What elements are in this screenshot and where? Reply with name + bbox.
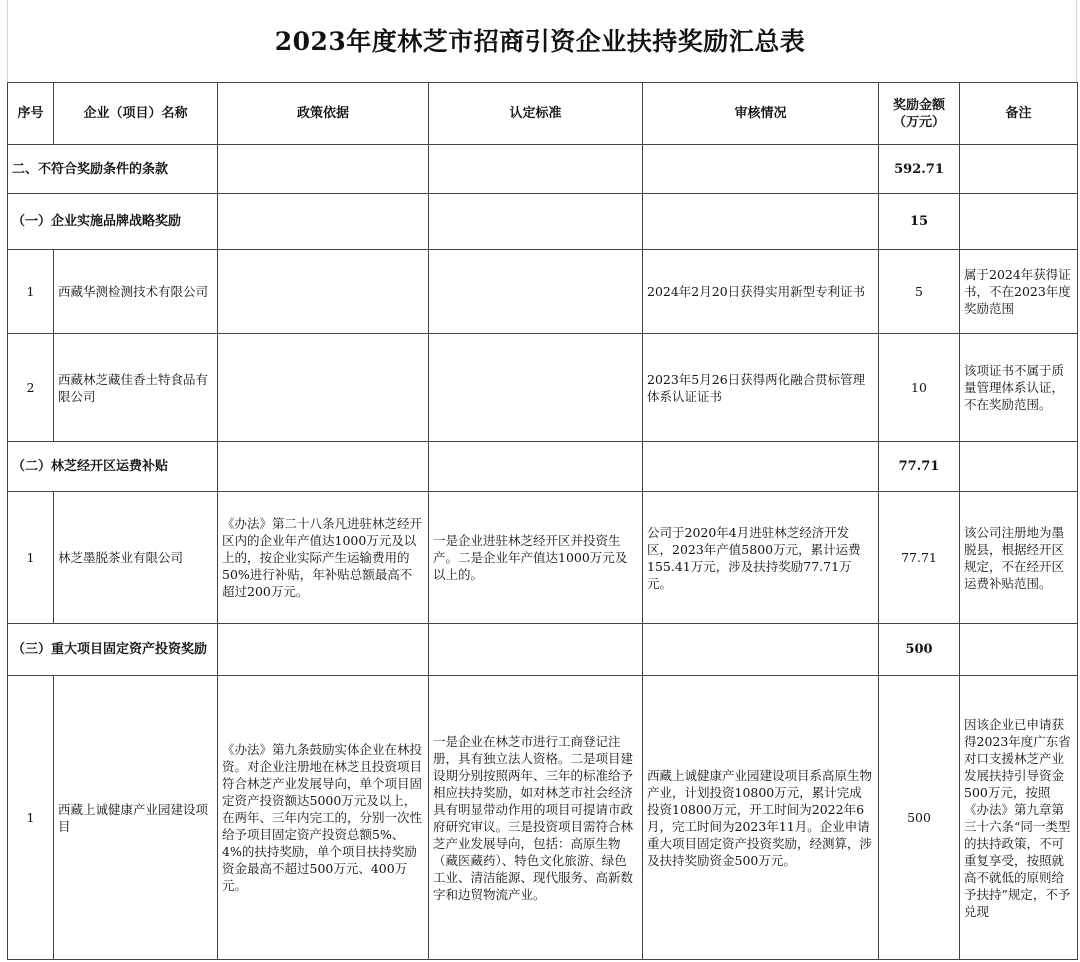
- section-label: 二、不符合奖励条件的条款: [8, 145, 218, 194]
- row-policy: [218, 334, 429, 442]
- subsection-label: （一）企业实施品牌战略奖励: [8, 194, 218, 250]
- row-policy: 《办法》第二十八条凡进驻林芝经开区内的企业年产值达1000万元及以上的，按企业实际产生运输费用的50%进行补贴，年补贴总额最高不超过200万元。: [218, 492, 429, 624]
- row-standard: [429, 334, 643, 442]
- cell-empty: [429, 194, 643, 250]
- section-amount: 592.71: [879, 145, 960, 194]
- header-row: [8, 83, 1078, 145]
- subsection-label: （三）重大项目固定资产投资奖励: [8, 624, 218, 676]
- row-review: 公司于2020年4月进驻林芝经济开发区，2023年产值5800万元，累计运费155.41万元，涉及扶持奖励77.71万元。: [643, 492, 879, 624]
- row-remark: 该项证书不属于质量管理体系认证，不在奖励范围。: [960, 334, 1078, 442]
- row-seq: 1: [8, 676, 54, 960]
- header-policy: 政策依据: [218, 83, 429, 145]
- subsection-label: （二）林芝经开区运费补贴: [8, 442, 218, 492]
- cell-empty: [643, 624, 879, 676]
- header-seq: 序号: [8, 83, 54, 145]
- cell-empty: [960, 624, 1078, 676]
- subsection-amount: 500: [879, 624, 960, 676]
- cell-empty: [429, 624, 643, 676]
- cell-empty: [218, 145, 429, 194]
- cell-empty: [643, 145, 879, 194]
- header-standard: 认定标准: [429, 83, 643, 145]
- table-row: [8, 676, 1078, 960]
- row-amount: 10: [879, 334, 960, 442]
- cell-empty: [960, 194, 1078, 250]
- row-review: 2024年2月20日获得实用新型专利证书: [643, 250, 879, 334]
- title-bar: [0, 0, 1080, 82]
- subsection-row: [8, 194, 1078, 250]
- subsection-amount: 77.71: [879, 442, 960, 492]
- cell-empty: [429, 442, 643, 492]
- row-remark: 因该企业已申请获得2023年度广东省对口支援林芝产业发展扶持引导资金500万元，按照《办法》第九章第三十六条“同一类型的扶持政策，不可重复享受，按照就高不就低的原则给予扶持”规定，不予兑现: [960, 676, 1078, 960]
- subsection-row: [8, 442, 1078, 492]
- row-seq: 2: [8, 334, 54, 442]
- table-row: [8, 492, 1078, 624]
- row-standard: 一是企业在林芝市进行工商登记注册，具有独立法人资格。二是项目建设期分别按照两年、三年的标准给予相应扶持奖励，如对林芝市社会经济具有明显带动作用的项目可提请市政府研究审议。三是投资项目需符合林芝产业发展导向，包括：高原生物（藏医藏药）、特色文化旅游、绿色工业、清洁能源、现代服务、高新数字和边贸物流产业。: [429, 676, 643, 960]
- cell-empty: [643, 194, 879, 250]
- cell-empty: [643, 442, 879, 492]
- row-policy: [218, 250, 429, 334]
- header-review: 审核情况: [643, 83, 879, 145]
- row-company: 西藏华测检测技术有限公司: [54, 250, 218, 334]
- row-review: 2023年5月26日获得两化融合贯标管理体系认证证书: [643, 334, 879, 442]
- row-remark: 该公司注册地为墨脱县，根据经开区规定，不在经开区运费补贴范围。: [960, 492, 1078, 624]
- header-company: 企业（项目）名称: [54, 83, 218, 145]
- row-seq: 1: [8, 250, 54, 334]
- row-company: 西藏林芝藏佳香土特食品有限公司: [54, 334, 218, 442]
- row-company: 西藏上诚健康产业园建设项目: [54, 676, 218, 960]
- row-amount: 5: [879, 250, 960, 334]
- row-amount: 77.71: [879, 492, 960, 624]
- header-remark: 备注: [960, 83, 1078, 145]
- cell-empty: [960, 145, 1078, 194]
- table-row: [8, 250, 1078, 334]
- row-review: 西藏上诚健康产业园建设项目系高原生物产业，计划投资10800万元，累计完成投资10800万元，开工时间为2022年6月，完工时间为2023年11月。企业申请重大项目固定资产投资奖励，经测算，涉及扶持奖励资金500万元。: [643, 676, 879, 960]
- header-amount: 奖励金额（万元）: [879, 83, 960, 145]
- cell-empty: [218, 442, 429, 492]
- subsection-amount: 15: [879, 194, 960, 250]
- row-seq: 1: [8, 492, 54, 624]
- page-title: 2023年度林芝市招商引资企业扶持奖励汇总表: [274, 27, 806, 56]
- row-standard: 一是企业进驻林芝经开区并投资生产。二是企业年产值达1000万元及以上的。: [429, 492, 643, 624]
- row-standard: [429, 250, 643, 334]
- cell-empty: [218, 194, 429, 250]
- subsection-row: [8, 624, 1078, 676]
- row-policy: 《办法》第九条鼓励实体企业在林投资。对企业注册地在林芝且投资项目符合林芝产业发展导向，单个项目固定资产投资额达5000万元及以上，在两年、三年内完工的，分别一次性给予项目固定资产投资总额5%、4%的扶持奖励，单个项目扶持奖励资金最高不超过500万元、400万元。: [218, 676, 429, 960]
- cell-empty: [218, 624, 429, 676]
- summary-table: [7, 82, 1078, 960]
- table-row: [8, 334, 1078, 442]
- row-company: 林芝墨脱茶业有限公司: [54, 492, 218, 624]
- row-remark: 属于2024年获得证书，不在2023年度奖励范围: [960, 250, 1078, 334]
- cell-empty: [960, 442, 1078, 492]
- section-row: [8, 145, 1078, 194]
- cell-empty: [429, 145, 643, 194]
- row-amount: 500: [879, 676, 960, 960]
